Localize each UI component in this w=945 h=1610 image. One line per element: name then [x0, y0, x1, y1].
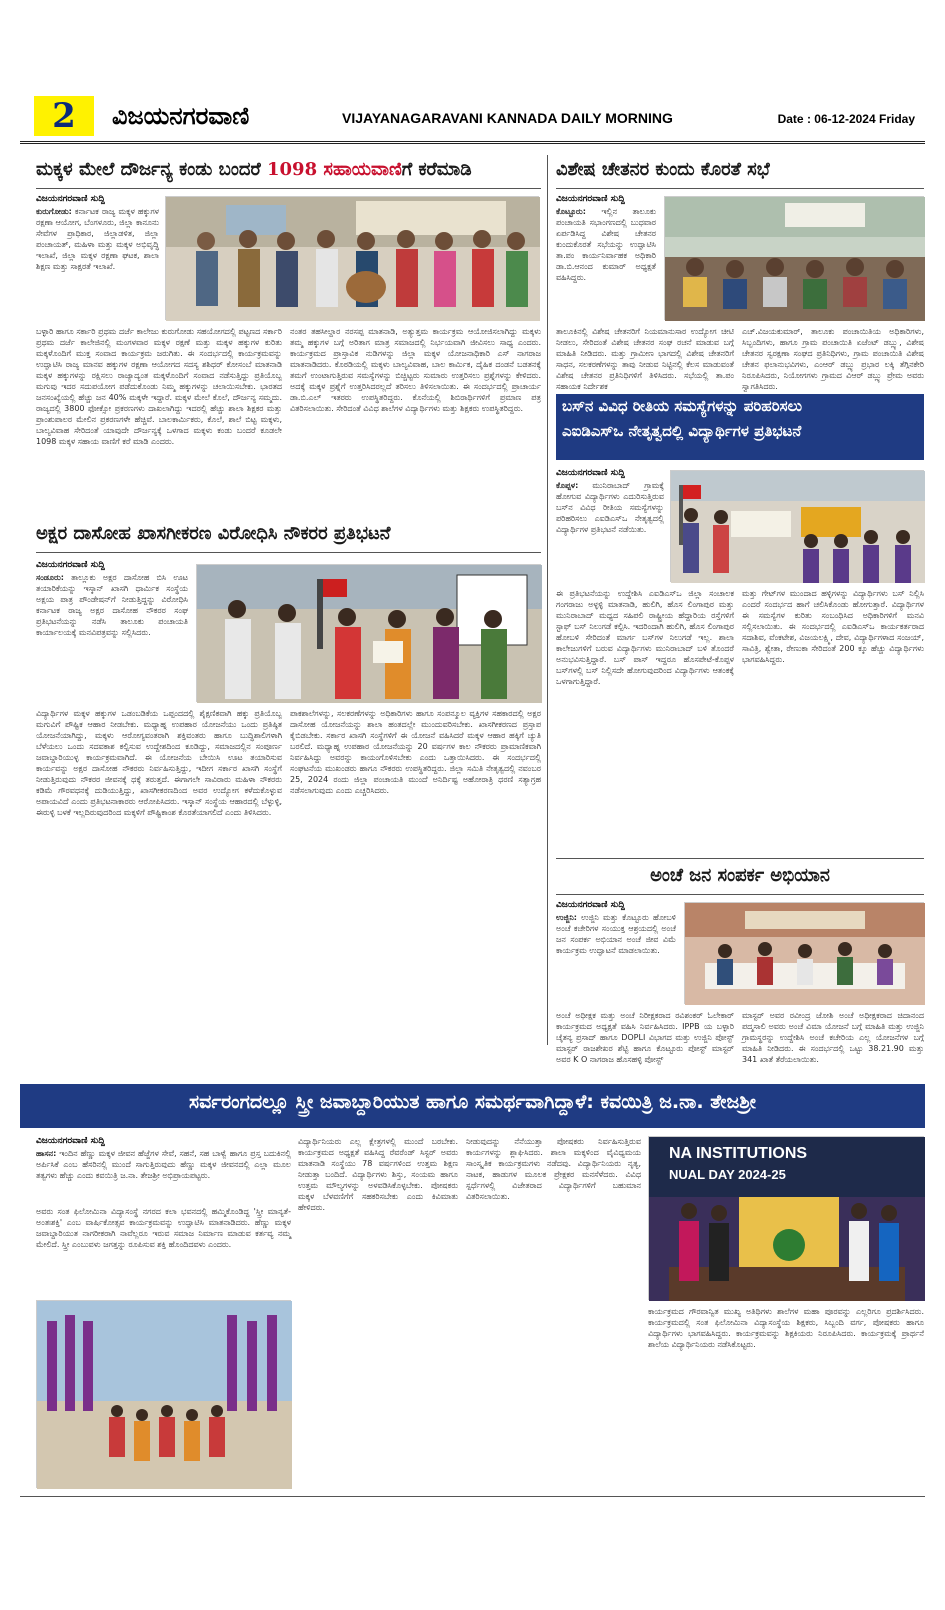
protest-students-banner: [556, 394, 924, 460]
akshara-rule: [36, 552, 541, 553]
akshara-lead: [36, 572, 188, 702]
akshara-dateline: ಸಂಡೂರು:: [36, 573, 64, 582]
helpline-col-1: ಬಳ್ಳಾರಿ ಹಾಗೂ ಸರ್ಕಾರಿ ಪ್ರಥಮ ದರ್ಜೆ ಕಾಲೇಜು ಕುರುಗೋಡು ಸಹಯೋಗದಲ್ಲಿ ಪಟ್ಟಣದ ಸರ್ಕಾರಿ ಪ್ರಥಮ ದರ್ಜೆ ಕಾಲೇಜಿನಲ್ಲಿ ಮಂಗಳವಾರ ಮಕ್ಕಳ ರಕ್ಷಣೆ ಮತ್ತು ಮಕ್ಕಳ ಹಕ್ಕುಗಳ ಕುರಿತು ಮಕ್ಕಳೊಂದಿಗೆ ಮುಕ್ತ ಸಂವಾದ ಕಾರ್ಯಕ್ರಮ ಜರುಗಿತು. ಈ ಸಂದರ್ಭದಲ್ಲಿ ಕಾರ್ಯಕ್ರಮವನ್ನು ಉದ್ಘಾಟಿಸಿ ರಾಜ್ಯ ಮಾನವ ಹಕ್ಕುಗಳ ರಕ್ಷಣಾ ಆಯೋಗದ ಸದಸ್ಯ ಶಶಿಧರ್ ಕೋಸಂಬೆ ಮಾತನಾಡಿ ಮಕ್ಕಳ ಹಕ್ಕುಗಳನ್ನು ರಕ್ಷಿಸಲು ರಾಜ್ಯಾದ್ಯಂತ ಮಕ್ಕಳೊಂದಿಗೆ ಸಂವಾದ ನಡೆಸುತ್ತಿದ್ದು ಪ್ರತಿಯೊಬ್ಬ ಮಗುವು ಇದರ ಸದುಪಯೋಗ ಪಡೆದುಕೊಂಡು ನಿಮ್ಮ ಹಕ್ಕುಗಳನ್ನು ಚಲಾಯಿಸಬೇಕು. ಭಾರತದ ಜನಸಂಖ್ಯೆಯಲ್ಲಿ ಹೆಚ್ಚು ಜನ 40% ಮಕ್ಕಳೇ ಇದ್ದಾರೆ. ಮಕ್ಕಳ ಮೇಲೆ ಕೊಲೆ, ದೌರ್ಜನ್ಯ ಸಮ್ಮದು. ರಾಜ್ಯದಲ್ಲಿ 3800 ಫೋಕ್ಸೋ ಪ್ರಕರಣಗಳು ದಾಖಲಾಗಿದ್ದು ಇದರಲ್ಲಿ ಹೆಚ್ಚು ಶಾಲಾ ಶಿಕ್ಷಕರ ಮತ್ತು ಪ್ರಾಂಶುಪಾಲರ ಮೇಲಿನ ಪ್ರಕರಣಗಳೇ ಹೆಚ್ಚಿವೆ. ಬಾಲಕಾರ್ಮಿಕರು, ಕೊಲೆ, ಶಾಲೆ ಬಿಟ್ಟ ಮಕ್ಕಳು, ಬಾಲ್ಯವಿವಾಹ ಸೇರಿದಂತೆ ಯಾವುದೇ ದೌರ್ಜನ್ಯಕ್ಕೆ ಒಳಗಾದ ಮಕ್ಕಳು ಕಂಡು ಬಂದರೆ ಕೂಡಲೇ 1098 ಮಕ್ಕಳ ಸಹಾಯ ವಾಣಿಗೆ ಕರೆ ಮಾಡಿ ಎಂದರು.: [36, 327, 282, 446]
masthead: [20, 96, 925, 144]
tejashree-col-3: ನೀಡುವುದನ್ನು ನೆನೆಯುತ್ತಾ ಪೋಷಕರು ನಿರ್ವಹಿಸುತ್ತಿರುವ ಕಾರ್ಯಗಳನ್ನು ಶ್ಲಾಘಿಸಿದರು. ಶಾಲಾ ಮಕ್ಕಳಿಂದ ವೈವಿಧ್ಯಮಯ ಸಾಂಸ್ಕೃತಿಕ ಕಾರ್ಯಕ್ರಮಗಳು ನಡೆದವು. ವಿದ್ಯಾರ್ಥಿನಿಯರು ನೃತ್ಯ, ನಾಟಕ, ಹಾಡುಗಳ ಮೂಲಕ ಪ್ರೇಕ್ಷಕರ ಮನಸೆಳೆದರು. ವಿವಿಧ ಸ್ಪರ್ಧೆಗಳಲ್ಲಿ ವಿಜೇತರಾದ ವಿದ್ಯಾರ್ಥಿಗಳಿಗೆ ಬಹುಮಾನ ವಿತರಿಸಲಾಯಿತು.: [466, 1137, 641, 1201]
tejashree-photo-banner-2: NUAL DAY 2024-25: [669, 1167, 786, 1182]
helpline-col-2: ನಂತರ ತಹಸೀಲ್ದಾರ ನರಸಪ್ಪ ಮಾತನಾಡಿ, ಅತ್ಯುತ್ತಮ ಕಾರ್ಯಕ್ರಮ ಆಯೋಜಿಸಲಾಗಿದ್ದು ಮಕ್ಕಳು ತಮ್ಮ ಹಕ್ಕುಗಳ ಬಗ್ಗೆ ಅರಿತಾಗ ಮಾತ್ರ ಸಮಾಜದಲ್ಲಿ ನಿರ್ಭಯವಾಗಿ ಜೀವಿಸಲು ಸಾಧ್ಯ ಎಂದರು. ಕಾರ್ಯಕ್ರಮದ ಪ್ರಾಸ್ತಾವಿಕ ನುಡಿಗಳನ್ನು ಜಿಲ್ಲಾ ಮಕ್ಕಳ ಯೋಜನಾಧಿಕಾರಿ ಎಸ್ ನಾಗರಾಜ ಮಾತನಾಡಿದರು. ಕೊಠಡಿಯಲ್ಲಿ ಮಕ್ಕಳು ಬಾಲ್ಯವಿವಾಹ, ಬಾಲ ಕಾರ್ಮಿಕ, ದೈಹಿಕ ದಂಡನೆ ಬಡತನಕ್ಕೆ ತಮಗೆ ಉಂಟಾಗುತ್ತಿರುವ ಸಮಸ್ಯೆಗಳನ್ನು ಬಿಚ್ಚಿಟ್ಟರು ಸುಮಾರು ಉತ್ತರಿಸಲು ಪ್ರಶ್ನೆಗಳನ್ನು ಕೇಳಿದರು. ಅದಕ್ಕೆ ಮಕ್ಕಳ ಪ್ರಶ್ನೆಗೆ ಉತ್ತರಿಸಿದರಲ್ಲದೆ ತರಿಸಲು ತಿಳಿಸಲಾಯಿತು. ಈ ಸಂದರ್ಭದಲ್ಲಿ ಪ್ರಾಚಾರ್ಯ ಡಾ.ಬಿ.ಎಲ್ ಇತರರು ಉಪಸ್ಥಿತರಿದ್ದರು. ಕೊನೆಯಲ್ಲಿ ಶಿಬಿರಾರ್ಥಿಗಳಿಗೆ ಪ್ರಮಾಣ ಪತ್ರ ವಿತರಿಸಲಾಯಿತು. ಸೇರಿದಂತೆ ವಿವಿಧ ಶಾಲೆಗಳ ವಿದ್ಯಾರ್ಥಿಗಳು ಮತ್ತು ಶಿಕ್ಷಕರು ಉಪಸ್ಥಿತರಿದ್ದರು.: [290, 327, 541, 413]
protest-students-headline-line2: ಎಐಡಿಎಸ್‌ಒ ನೇತೃತ್ವದಲ್ಲಿ ವಿದ್ಯಾರ್ಥಿಗಳ ಪ್ರತಿಭಟನೆ: [562, 421, 802, 440]
akshara-photo: [196, 564, 541, 702]
tejashree-photo-banner-1: NA INSTITUTIONS: [669, 1145, 808, 1162]
protest-students-col-1: ಈ ಪ್ರತಿಭಟನೆಯನ್ನು ಉದ್ದೇಶಿಸಿ ಎಐಡಿಎಸ್‌ಒ ಜಿಲ್ಲಾ ಸಂಚಾಲಕ ಗಂಗರಾಜು ಅಳ್ಳಳ್ಳಿ ಮಾತನಾಡಿ, ಹುಲಿಗಿ, ಹೊಸ ಲಿಂಗಾಪುರ ಮತ್ತು ಮುನಿರಾಬಾದ್ ಮಧ್ಯದ ಸಹಿಪಲಿ ರಾಷ್ಟ್ರೀಯ ಹೆದ್ದಾರಿಯ ರಸ್ತೆಗಳಿಗೆ ಸ್ಟಾಫ್ ಬಸ್ ನಿಲುಗಡೆ ಕಲ್ಪಿಸಿ. ಇದರಿಂದಾಗಿ ಹುಲಿಗಿ, ಹೊಸ ಲಿಂಗಾಪುರ ಹೋಬಳಿ ಸೇರಿದಂತೆ ಮಾರ್ಗ ಬಸ್‌ಗಳ ನಿಲುಗಡೆ ಇಲ್ಲ. ಶಾಲಾ ಕಾಲೇಜುಗಳಿಗೆ ಬರುವ ವಿದ್ಯಾರ್ಥಿಗಳು ಮುನಿರಾಬಾದ್ ಬಳಿ ತೊಂದರೆ ಅನುಭವಿಸುತ್ತಿದ್ದಾರೆ. ಬಸ್ ಪಾಸ್ ಇದ್ದರೂ ಹೊಸಪೇಟೆ-ಕೊಪ್ಪಳ ಬಸ್‌ಗಳಲ್ಲಿ ಬಸ್ ನಿಲ್ಲಿಸದೇ ಹೋಗುವುದರಿಂದ ವಿದ್ಯಾರ್ಥಿಗಳು ಆತಂಕಕ್ಕೆ ಒಳಗಾಗುತ್ತಿದ್ದಾರೆ.: [556, 589, 734, 686]
protest-students-lead-text: ಮುನಿರಾಬಾದ್ ಗ್ರಾಮಕ್ಕೆ ಹೋಗುವ ವಿದ್ಯಾರ್ಥಿಗಳು ಎದುರಿಸುತ್ತಿರುವ ಬಸ್‌ನ ವಿವಿಧ ರೀತಿಯ ಸಮಸ್ಯೆಗಳನ್ನು ಪರಿಹರಿಸಲು ಎಐಡಿಎಸ್‌ಒ ನೇತೃತ್ವದಲ್ಲಿ ವಿದ್ಯಾರ್ಥಿಗಳ ಪ್ರತಿಭಟನೆ ನಡೆಯಿತು.: [556, 481, 664, 534]
protest-students-headline-line1: ಬಸ್‌ನ ವಿವಿಧ ರೀತಿಯ ಸಮಸ್ಯೆಗಳನ್ನು ಪರಿಹರಿಸಲು: [562, 397, 803, 415]
helpline-photo: [165, 196, 539, 320]
meeting-col-1: ತಾಲೂಕಿನಲ್ಲಿ ವಿಶೇಷ ಚೇತನರಿಗೆ ನಿಯಮಾನುಸಾರ ಉದ್ಯೋಗ ಚೀಟಿ ನೀಡಲು, ಸೇರಿದಂತೆ ವಿಶೇಷ ಚೇತನರ ಸಂಘ ರಚನೆ ಮಾಡುವ ಬಗ್ಗೆ ಮಾಹಿತಿ ನೀಡಿದರು. ಮತ್ತು ಗ್ರಾಮೀಣ ಭಾಗದಲ್ಲಿ ವಿಶೇಷ ಚೇತನರಿಗೆ ಸಾಧನ, ಸಲಕರಣೆಗಳನ್ನು ತಾವು ನೀಡುವ ನಿಟ್ಟಿನಲ್ಲಿ ಕೆಲಸ ಮಾಡುವಂತೆ ವಿಶೇಷ ಚೇತನರ ಪ್ರತಿನಿಧಿಗಳಿಗೆ ತಿಳಿಸಿದರು. ಸಭೆಯಲ್ಲಿ ತಾ.ಪಂ ಸಹಾಯಕ ನಿರ್ದೇಶಕ: [556, 327, 734, 391]
meeting-rule: [556, 188, 924, 189]
paper-name-kannada: ವಿಜಯನಗರವಾಣಿ: [112, 102, 250, 130]
column-divider: [547, 155, 548, 1045]
akshara-byline: ವಿಜಯನಗರವಾಣಿ ಸುದ್ದಿ: [36, 560, 105, 570]
protest-students-lead: [556, 480, 664, 582]
page-bottom-rule: [20, 1496, 925, 1497]
campaign-headline: ಅಂಚೆ ಜನ ಸಂಪರ್ಕ ಅಭಿಯಾನ: [650, 865, 830, 886]
helpline-headline-number: 1098: [267, 159, 318, 180]
akshara-headline: ಅಕ್ಷರ ದಾಸೋಹ ಖಾಸಗೀಕರಣ ವಿರೋಧಿಸಿ ನೌಕರರ ಪ್ರತಿಭಟನೆ: [36, 523, 391, 544]
paper-name-english: VIJAYANAGARAVANI KANNADA DAILY MORNING: [342, 110, 673, 126]
helpline-headline: [36, 160, 541, 180]
akshara-col-1: ವಿದ್ಯಾರ್ಥಿಗಳ ಮಕ್ಕಳ ಹಕ್ಕುಗಳ ಒಡಂಬಡಿಕೆಯ ಒಪ್ಪಂದದಲ್ಲಿ ಶೈಕ್ಷಣಿಕವಾಗಿ ಹಕ್ಕು ಪ್ರತಿಯೊಬ್ಬ ಮಗುವಿಗೆ ಪೌಷ್ಟಿಕ ಆಹಾರ ನೀಡಬೇಕು. ಮಧ್ಯಾಹ್ನ ಉಪಹಾರ ಯೋಜನೆಯು ಒಂದು ಪ್ರತಿಷ್ಠಿತ ಯೋಜನೆಯಾಗಿದ್ದು, ಮಕ್ಕಳು ಆರೋಗ್ಯವಂತರಾಗಿ ಶಕ್ತಿವಂತರು ಹಾಗೂ ಬುದ್ಧಿಶಾಲಿಗಳಾಗಿ ಬೆಳೆಯಲು ಒಂದು ಸದವಕಾಶ ಕಲ್ಪಿಸುವ ಉದ್ದೇಶದಿಂದ ಕೂಡಿದ್ದು, ಸಮಾಜದಲ್ಲಿನ ಸಂಪೂರ್ಣ ಜವಾಬ್ದಾರಿಯುಳ್ಳ ಕಾರ್ಯಕ್ರಮವಾಗಿದೆ. ಈ ಯೋಜನೆಯ ಬೇಯಿಸಿ ಊಟ ತಯಾರಿಸುವ ಕಾರ್ಯವನ್ನು ಅಕ್ಷರ ದಾಸೋಹ ನೌಕರರು ನಿರ್ವಹಿಸುತ್ತಿದ್ದು, ಇದೀಗ ಸರ್ಕಾರ ಖಾಸಗಿ ಸಂಸ್ಥೆಗೆ ನೀಡುತ್ತಿರುವುದು ನೌಕರರ ಜೀವನಕ್ಕೆ ಧಕ್ಕೆ ತರುತ್ತದೆ. ಈಗಾಗಲೇ ಸಾವಿರಾರು ಮಹಿಳಾ ನೌಕರರು ಕಡಿಮೆ ಗೌರವಧನಕ್ಕೆ ದುಡಿಯುತ್ತಿದ್ದು, ಖಾಸಗೀಕರಣದಿಂದ ಅವರ ಉದ್ಯೋಗ ಕಳೆದುಕೊಳ್ಳುವ ಅಪಾಯವಿದೆ ಎಂದು ಪ್ರತಿಭಟನಾಕಾರರು ಆರೋಪಿಸಿದರು. ಇಸ್ಕಾನ್ ಸಂಸ್ಥೆಯ ಆಹಾರದಲ್ಲಿ ಬೆಳ್ಳುಳ್ಳಿ, ಈರುಳ್ಳಿ ಬಳಕೆ ಇಲ್ಲದಿರುವುದರಿಂದ ಮಕ್ಕಳಿಗೆ ಪೌಷ್ಟಿಕಾಂಶ ಕೊರತೆಯಾಗಲಿದೆ ಎಂದು ತಿಳಿಸಿದರು.: [36, 709, 282, 817]
helpline-lead: [36, 206, 159, 320]
issue-date: Date : 06-12-2024 Friday: [777, 112, 915, 126]
tejashree-headline: ಸರ್ವರಂಗದಲ್ಲೂ ಸ್ತ್ರೀ ಜವಾಬ್ದಾರಿಯುತ ಹಾಗೂ ಸಮರ್ಥವಾಗಿದ್ದಾಳೆ: ಕವಯಿತ್ರಿ ಜ.ನಾ. ತೇಜಶ್ರೀ: [189, 1091, 756, 1113]
campaign-dateline: ಉಜ್ಜಿನಿ:: [556, 913, 577, 922]
tejashree-banner: [20, 1084, 925, 1128]
campaign-col-2: ಮಾಸ್ಟರ್ ಅವರ ರವೀಂದ್ರ ಜೋಶಿ ಅಂಚೆ ಅಧೀಕ್ಷಕರಾದ ಚಿದಾನಂದ ಪದ್ಮಸಾಲಿ ಅವರು ಅಂಚೆ ವಿಮಾ ಯೋಜನೆ ಬಗ್ಗೆ ಮಾಹಿತಿ ಮತ್ತು ಉಜ್ಜಿನಿ ಗ್ರಾಮಸ್ಥರನ್ನು ಉದ್ದೇಶಿಸಿ ಅಂಚೆ ಕಚೇರಿಯ ಎಲ್ಲ ಯೋಜನೆಗಳ ಬಗ್ಗೆ ಮಾಹಿತಿ ನೀಡಿದರು. ಈ ಸಂದರ್ಭದಲ್ಲಿ ಒಟ್ಟು 38.21.90 ಮತ್ತು 341 ಖಾತೆ ತೆರೆಯಲಾಯಿತು.: [742, 1011, 924, 1064]
protest-students-dateline: ಕೊಪ್ಪಳ:: [556, 481, 579, 490]
tejashree-lead-text: ಇಂದಿನ ಹೆಣ್ಣು ಮಕ್ಕಳ ಜೀವನ ಹೆಜ್ಜೆಗಳ ಸೇವೆ, ಸಹನೆ, ಸಹ ಬಾಳ್ವೆ ಹಾಗೂ ಪ್ರಸ್ತ ಬದುಕಿನಲ್ಲಿ ಅರ್ಪಿಸಿಕೆ ಎಂಬ ಹೆಸರಿನಲ್ಲಿ ಮುಂದೆ ಸಾಗುತ್ತಿರುವುದು ಹೆಣ್ಣು ಮಕ್ಕಳ ಜೀವನದಲ್ಲಿ ಎಲ್ಲಾ ಮೂಲ ತತ್ವಗಳು ಹೆಚ್ಚು ಎಂದು ಕವಯಿತ್ರಿ ಜ.ನಾ. ತೇಜಶ್ರೀ ಅಭಿಪ್ರಾಯಪಟ್ಟರು.: [36, 1149, 292, 1180]
meeting-byline: ವಿಜಯನಗರವಾಣಿ ಸುದ್ದಿ: [556, 194, 625, 204]
meeting-lead-text: ಇಲ್ಲಿನ ತಾಲೂಕು ಪಂಚಾಯತಿ ಸಭಾಂಗಣದಲ್ಲಿ ಬುಧವಾರ ಏರ್ಪಡಿಸಿದ್ದ ವಿಶೇಷ ಚೇತನರ ಕುಂದುಕೊರತೆ ಸಭೆಯನ್ನು ಉದ್ಘಾಟಿಸಿ ತಾ.ಪಂ ಕಾರ್ಯನಿರ್ವಾಹಕ ಅಧಿಕಾರಿ ಡಾ.ಬಿ.ಆನಂದ ಕುಮಾರ್ ಅಧ್ಯಕ್ಷತೆ ವಹಿಸಿದ್ದರು.: [556, 207, 656, 282]
campaign-photo: [684, 902, 924, 1004]
helpline-headline-part3: ಗೆ ಕರೆಮಾಡಿ: [401, 159, 472, 180]
campaign-lead: [556, 912, 676, 1004]
akshara-lead-text: ತಾಲ್ಲೂಕು ಅಕ್ಷರ ದಾಸೋಹ ಬಿಸಿ ಊಟ ತಯಾರಿಕೆಯನ್ನು ಇಸ್ಕಾನ್ ಖಾಸಗಿ ಧಾರ್ಮಿಕ ಸಂಸ್ಥೆಯ ಅಕ್ಷಯ ಪಾತ್ರ ಪೌಂಡೇಷನ್‌ಗೆ ನೀಡುತ್ತಿದ್ದನ್ನು ವಿರೋಧಿಸಿ ಕರ್ನಾಟಕ ರಾಜ್ಯ ಅಕ್ಷರ ದಾಸೋಹ ನೌಕರರ ಸಂಘ ಪ್ರತಿಭಟನೆಯನ್ನು ನಡೆಸಿ ತಾಲೂಕು ಪಂಚಾಯತಿ ಕಾರ್ಯಾಲಯಕ್ಕೆ ಮನವಿಪತ್ರವನ್ನು ಸಲ್ಲಿಸಿದರು.: [36, 573, 188, 637]
meeting-photo: [664, 196, 924, 320]
page-number: 2: [34, 96, 94, 136]
helpline-dateline: ಕುರುಗೋಡು:: [36, 207, 72, 216]
tejashree-photo-march: [36, 1300, 291, 1488]
akshara-col-2: ಪಾಕಶಾಲೆಗಳನ್ನು, ಸಲಕರಣೆಗಳನ್ನು ಅಧಿಕಾರಿಗಳು ಹಾಗೂ ಸಂಪನ್ಮೂಲ ವ್ಯಕ್ತಿಗಳ ಸಹಕಾರದಲ್ಲಿ ಅಕ್ಷರ ದಾಸೋಹ ಯೋಜನೆಯನ್ನು ಶಾಲಾ ಹಂತದಲ್ಲೇ ಮುಂದುವರಿಸಬೇಕು. ಖಾಸಗೀಕರಣದ ಪ್ರಸ್ತಾಪ ಕೈಬಿಡಬೇಕು. ಸರ್ಕಾರ ಖಾಸಗಿ ಸಂಸ್ಥೆಗಳಿಗೆ ಈ ಯೋಜನೆ ವಹಿಸಿದರೆ ಮಕ್ಕಳ ಆಹಾರ ಹಕ್ಕಿಗೆ ಚ್ಯುತಿ ಬರಲಿದೆ. ಮಧ್ಯಾಹ್ನ ಉಪಹಾರ ಯೋಜನೆಯನ್ನು 20 ವರ್ಷಗಳ ಕಾಲ ನೌಕರರು ಪ್ರಾಮಾಣಿಕವಾಗಿ ನಿರ್ವಹಿಸಿದ್ದು ಅವರನ್ನು ಕಾಯಂಗೊಳಿಸಬೇಕು ಎಂದು ಒತ್ತಾಯಿಸಿದರು. ಈ ಸಂದರ್ಭದಲ್ಲಿ ಸಂಘಟನೆಯ ಮುಖಂಡರು ಹಾಗೂ ನೌಕರರು ಉಪಸ್ಥಿತರಿದ್ದರು. ಜಿಲ್ಲಾ ಸಮಿತಿ ನೇತೃತ್ವದಲ್ಲಿ ನವಂಬರ 25, 2024 ರಂದು ಜಿಲ್ಲಾ ಪಂಚಾಯತಿ ಮುಂದೆ ಅನಿರ್ದಿಷ್ಟ ಅಹೋರಾತ್ರಿ ಧರಣಿ ಸತ್ಯಾಗ್ರಹ ನಡೆಸಲಾಗುವುದು ಎಂದು ಎಚ್ಚರಿಸಿದರು.: [290, 709, 541, 795]
helpline-headline-part2: ಸಹಾಯವಾಣಿ: [323, 159, 402, 180]
protest-students-col-2: ಮತ್ತು ಗೇಟ್‌ಗಳ ಮುಂದಾದ ಹಳ್ಳಿಗಳನ್ನು ವಿದ್ಯಾರ್ಥಿಗಳು ಬಸ್ ನಿಲ್ಲಿಸಿ ಎಂದರೆ ಸಂದರ್ಭದ ಹಾಗೆ ಚಲಿಸಿಕೊಂಡು ಹೋಗುತ್ತಾರೆ. ವಿದ್ಯಾರ್ಥಿಗಳ ಈ ಸಮಸ್ಯೆಗಳ ಕುರಿತು ಸಂಬಂಧಿಸಿದ ಅಧಿಕಾರಿಗಳಿಗೆ ಮನವಿ ಸಲ್ಲಿಸಲಾಯಿತು. ಈ ಸಂದರ್ಭದಲ್ಲಿ ಎಐಡಿಎಸ್‌ಒ ಕಾರ್ಯಕರ್ತರಾದ ಸದಾಶಿವ, ವೆಂಕಟೇಶ, ವಿಜಯಲಕ್ಷ್ಮಿ, ದೇವ, ವಿದ್ಯಾರ್ಥಿಗಳಾದ ಸಂಜಯ್, ಸಾವಿತ್ರಿ, ಶ್ವೇತಾ, ರೇಣುಕಾ ಸೇರಿದಂತೆ 200 ಕ್ಕೂ ಹೆಚ್ಚು ವಿದ್ಯಾರ್ಥಿಗಳು ಭಾಗವಹಿಸಿದ್ದರು.: [742, 589, 924, 664]
tejashree-col-2: ವಿದ್ಯಾರ್ಥಿನಿಯರು ಎಲ್ಲ ಕ್ಷೇತ್ರಗಳಲ್ಲಿ ಮುಂದೆ ಬರಬೇಕು. ಕಾರ್ಯಕ್ರಮದ ಅಧ್ಯಕ್ಷತೆ ವಹಿಸಿದ್ದ ರೆವರೆಂಡ್ ಸಿಸ್ಟರ್ ಅವರು ಮಾತನಾಡಿ ಸಂಸ್ಥೆಯು 78 ವರ್ಷಗಳಿಂದ ಉತ್ತಮ ಶಿಕ್ಷಣ ನೀಡುತ್ತಾ ಬಂದಿದೆ. ವಿದ್ಯಾರ್ಥಿಗಳು ಶಿಸ್ತು, ಸಂಯಮ ಹಾಗೂ ಉತ್ತಮ ಮೌಲ್ಯಗಳನ್ನು ಅಳವಡಿಸಿಕೊಳ್ಳಬೇಕು. ಪೋಷಕರು ಮಕ್ಕಳ ಬೆಳವಣಿಗೆಗೆ ಸಹಕರಿಸಬೇಕು ಎಂದು ಕಿವಿಮಾತು ಹೇಳಿದರು.: [298, 1137, 458, 1212]
helpline-lead-text: ಕರ್ನಾಟಕ ರಾಜ್ಯ ಮಕ್ಕಳ ಹಕ್ಕುಗಳ ರಕ್ಷಣಾ ಆಯೋಗ, ಬೆಂಗಳೂರು, ಜಿಲ್ಲಾ ಕಾನೂನು ಸೇವೆಗಳ ಪ್ರಾಧಿಕಾರ, ಜಿಲ್ಲಾಡಳಿತ, ಜಿಲ್ಲಾ ಪಂಚಾಯತ್, ಮಹಿಳಾ ಮತ್ತು ಮಕ್ಕಳ ಅಭಿವೃದ್ಧಿ ಇಲಾಖೆ, ಜಿಲ್ಲಾ ಮಕ್ಕಳ ರಕ್ಷಣಾ ಘಟಕ, ಶಾಲಾ ಶಿಕ್ಷಣ ಮತ್ತು ಸಾಕ್ಷರತೆ ಇಲಾಖೆ.: [36, 207, 159, 271]
helpline-rule: [36, 188, 541, 189]
tejashree-lead: [36, 1148, 291, 1202]
protest-students-photo: [670, 470, 924, 582]
helpline-byline: ವಿಜಯನಗರವಾಣಿ ಸುದ್ದಿ: [36, 194, 105, 204]
tejashree-col-4: ಕಾರ್ಯಕ್ರಮದ ಗೌರವಾನ್ವಿತ ಮುಖ್ಯ ಅತಿಥಿಗಳು ಶಾಲೆಗಳ ಮಹಾ ಪೂರವನ್ನು ಎಲ್ಲರಿಗೂ ಪ್ರದರ್ಶಿಸಿದರು. ಕಾರ್ಯಕ್ರಮದಲ್ಲಿ ಸಂತ ಫಿಲೋಮಿನಾ ವಿದ್ಯಾಸಂಸ್ಥೆಯ ಶಿಕ್ಷಕರು, ಸಿಬ್ಬಂದಿ ವರ್ಗ, ಪೋಷಕರು ಹಾಗೂ ವಿದ್ಯಾರ್ಥಿಗಳು ಭಾಗವಹಿಸಿದ್ದರು. ಕಾರ್ಯಕ್ರಮವನ್ನು ಶಿಕ್ಷಕಿಯರು ನಿರೂಪಿಸಿದರು. ಕಾರ್ಯಕ್ರಮಕ್ಕೆ ಪ್ರಾರ್ಥನೆ ಶಾಲೆಯ ವಿದ್ಯಾರ್ಥಿನಿಯರು ನಡೆಸಿಕೊಟ್ಟರು.: [648, 1307, 924, 1349]
campaign-col-1: ಅಂಚೆ ಅಧೀಕ್ಷಕ ಮತ್ತು ಅಂಚೆ ನಿರೀಕ್ಷಕರಾದ ರವಿಶಂಕರ್ ಓಲೇಕಾರ್ ಕಾರ್ಯಕ್ರಮದ ಅಧ್ಯಕ್ಷತೆ ವಹಿಸಿ ನಿರ್ವಹಿಸಿದರು. IPPB ಯ ಬಳ್ಳಾರಿ ಚೈತನ್ಯ ಪ್ರಸಾದ್ ಹಾಗೂ DOPLI ವಿಭಾಗದ ಮತ್ತು ಉಜ್ಜಿನಿ ಪೋಸ್ಟ್ ಮಾಸ್ಟರ್ ರಾಜಶೇಖರ ಶೆಟ್ಟಿ ಹಾಗೂ ಕೊಟ್ಟೂರು ಪೋಸ್ಟ್ ಮಾಸ್ಟರ್ ಅವರ K O ನಾಗರಾಜ ಹೊಸಹಳ್ಳಿ ಪೋಸ್ಟ್: [556, 1011, 734, 1064]
tejashree-dateline: ಹಾಸನ:: [36, 1149, 57, 1158]
helpline-headline-part1: ಮಕ್ಕಳ ಮೇಲೆ ದೌರ್ಜನ್ಯ ಕಂಡು ಬಂದರೆ: [36, 159, 261, 180]
tejashree-photo-stage: [648, 1136, 924, 1300]
meeting-dateline: ಕೊಟ್ಟೂರು:: [556, 207, 586, 216]
protest-students-byline: ವಿಜಯನಗರವಾಣಿ ಸುದ್ದಿ: [556, 468, 625, 478]
tejashree-byline: ವಿಜಯನಗರವಾಣಿ ಸುದ್ದಿ: [36, 1136, 105, 1146]
meeting-lead: [556, 206, 656, 320]
meeting-headline: ವಿಶೇಷ ಚೇತನರ ಕುಂದು ಕೊರತೆ ಸಭೆ: [556, 159, 770, 180]
campaign-rule: [556, 894, 924, 895]
meeting-col-2: ಎಚ್.ವಿಜಯಕುಮಾರ್, ತಾಲೂಕು ಪಂಚಾಯಿತಿಯ ಅಧಿಕಾರಿಗಳು, ಸಿಬ್ಬಂದಿಗಳು, ಹಾಗೂ ಗ್ರಾಮ ಪಂಚಾಯಿತಿ ಏಜೆಂಟ್ ಡಬ್ಲ್ಯು, ವಿಶೇಷ ಚೇತನರ ಸ್ವರಕ್ಷಣಾ ಸಂಘದ ಪ್ರತಿನಿಧಿಗಳು, ಗ್ರಾಮ ಪಂಚಾಯಿತಿ ವಿಶೇಷ ಚೇತನ ಫಲಾನುಭವಿಗಳು, ಎಂಆರ್ ಡಬ್ಲ್ಯು ಪ್ರಭಾರ ಲಕ್ಕಿ ತೆಗ್ಗಿನಕೇರಿ ನಿರೂಪಿಸಿದರು, ನಿಯೋಗಗಳು ಗ್ರಾಮದ ವಿಆರ್ ಡಬ್ಲ್ಯು ಪ್ರೇಮ ಅವರು ಸ್ವಾಗತಿಸಿದರು.: [742, 327, 924, 391]
tejashree-col-1: ಅವರು ಸಂತ ಫಿಲೋಮಿನಾ ವಿದ್ಯಾಸಂಸ್ಥೆ ನಗರದ ಕಲಾ ಭವನದಲ್ಲಿ ಹಮ್ಮಿಕೊಂಡಿದ್ದ 'ಸ್ತ್ರೀ ಮಾನ್ಯತೆ-ಅಂತಃಶಕ್ತಿ' ಎಂಬ ವಾರ್ಷಿಕೋತ್ಸವ ಕಾರ್ಯಕ್ರಮವನ್ನು ಉದ್ಘಾಟಿಸಿ ಮಾತನಾಡಿದರು. ಹೆಣ್ಣು ಮಕ್ಕಳ ಜವಾಬ್ದಾರಿಯುತ ನಾಗರೀಕರಾಗಿ ನಾವೆಲ್ಲರೂ ಇರುವ ಸಮಾಜ ನಿರ್ಮಾಣ ಮಾಡುವ ಕರ್ತವ್ಯ ನಮ್ಮ ಮೇಲಿದೆ. ಸ್ತ್ರೀ ಎಂಬುವಳು ಜಗತ್ತನ್ನು ರೂಪಿಸುವ ಶಕ್ತಿ ಹೊಂದಿದವಳು ಎಂದರು.: [36, 1207, 291, 1249]
campaign-rule-top: [556, 858, 924, 859]
campaign-byline: ವಿಜಯನಗರವಾಣಿ ಸುದ್ದಿ: [556, 900, 625, 910]
campaign-lead-text: ಉಜ್ಜಿನಿ ಮತ್ತು ಕೊಟ್ಟೂರು ಹೋಬಳಿ ಅಂಚೆ ಕಚೇರಿಗಳ ಸಂಯುಕ್ತ ಆಶ್ರಯದಲ್ಲಿ ಅಂಚೆ ಜನ ಸಂಪರ್ಕ ಅಭಿಯಾನ ಅಂಚೆ ಜೀವ ವಿಮೆ ಕಾರ್ಯಕ್ರಮ ಉದ್ಘಾಟನೆ ಮಾಡಲಾಯಿತು.: [556, 913, 676, 955]
